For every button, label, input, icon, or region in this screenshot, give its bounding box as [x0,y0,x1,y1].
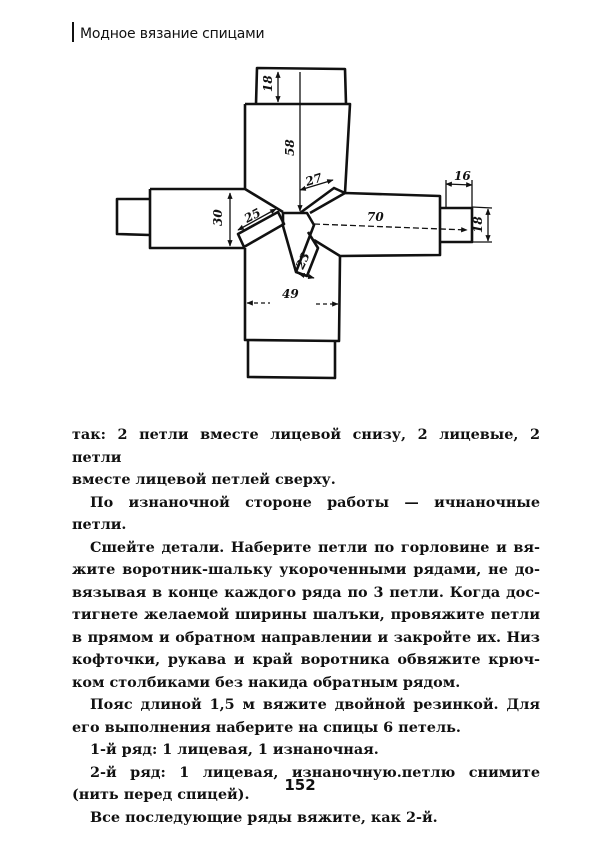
paragraph-3-line-4: тигнете желаемой ширины шалъки, провяжите петли [72,606,540,623]
top-body [245,104,350,193]
paragraph-3-line-1: Сшейте детали. Наберите петли по горловине и вя- [90,538,540,556]
paragraph-3-line-3: вязывая в конце каждого ряда по 3 петли. Когда дос- [72,583,540,601]
paragraph-3-line-6: кофточки, рукава и край воротника обвяжите крюч- [72,651,540,668]
paragraph-3-line-5: в прямом и обратном направлении и закройте их. Низ [72,628,540,646]
left-cuff [117,199,150,235]
paragraph-2: По изнаночной стороне работы — ичнаночные петли. [72,493,540,533]
bottom-cuff [248,341,335,378]
paragraph-3-line-7: ком столбиками без накида обратным рядом. [72,673,461,691]
garment-pattern-diagram [0,0,600,400]
label-neck-top-width: 27 [303,170,324,189]
paragraph-1-line-2: вместе лицевой петлей сверху. [72,471,336,488]
paragraph-7: Все последующие ряды вяжите, как 2-й. [90,808,438,826]
label-cuff-right-height: 18 [471,216,485,233]
paragraph-5: 1-й ряд: 1 лицевая, 1 изнаночная. [90,741,379,758]
paragraph-6-line-2: (нить перед спицей). [72,786,250,803]
running-title: Модное вязание спицами [80,26,265,42]
label-sleeve-left-width: 30 [211,209,225,226]
label-top-cuff-height: 18 [261,75,275,92]
label-neck-left-width: 25 [241,205,264,226]
label-cuff-right-length: 16 [454,169,471,183]
paragraph-3-line-2: жите воротник-шальку укороченными рядами, не до- [72,561,540,578]
body-text [72,424,540,829]
label-body-width: 49 [282,287,299,301]
right-sleeve [310,193,440,256]
label-neck-front-depth: 23 [293,250,313,272]
paragraph-4-line-1: Пояс длиной 1,5 м вяжите двойной резинкой. Для [90,696,540,713]
label-body-top-length: 58 [283,139,297,156]
paragraph-1-line-1: так: 2 петли вместе лицевой снизу, 2 лицевые, 2 петли [72,426,540,466]
paragraph-6-line-1: 2-й ряд: 1 лицевая, изнаночную.петлю снимите [90,763,540,781]
page-number: 152 [284,776,316,794]
right-cuff [440,208,472,242]
paragraph-4-line-2: его выполнения наберите на спицы 6 петель. [72,718,461,736]
label-sleeve-right-length: 70 [367,210,384,224]
